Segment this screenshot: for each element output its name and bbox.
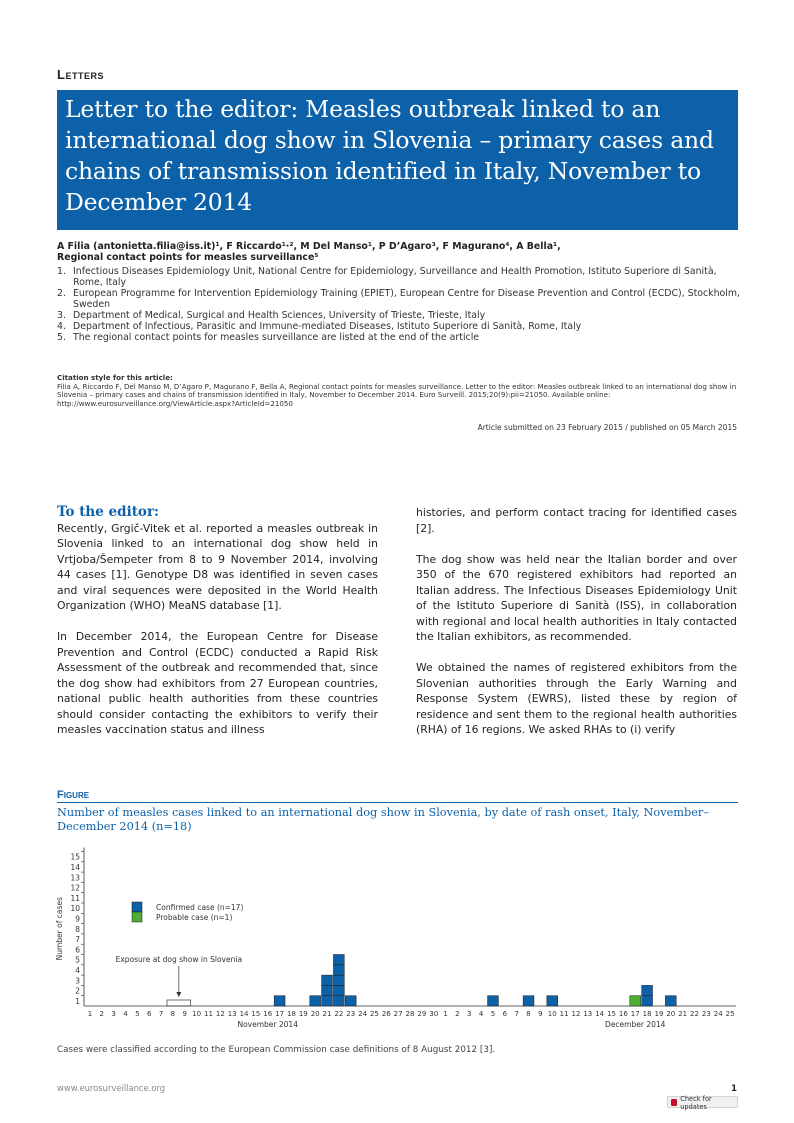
x-tick-label: 2 — [455, 1010, 460, 1018]
y-tick-label: 8 — [75, 924, 80, 934]
body-heading: To the editor: — [57, 504, 160, 520]
x-tick-label: 25 — [725, 1010, 735, 1018]
y-tick-label: 9 — [75, 914, 80, 924]
case-bar — [322, 985, 333, 995]
affiliation-text: European Programme for Intervention Epidemiology Training (EPIET), European Centre for Disease Prevention and Control (ECDC), Stockholm, Sweden — [73, 288, 740, 310]
figure-caption: Number of measles cases linked to an international dog show in Slovenia, by date of rash onset, Italy, November–December 2014 (n=18) — [57, 806, 709, 833]
x-tick-label: 7 — [158, 1010, 164, 1018]
affiliation-number: 1. — [57, 266, 66, 277]
x-tick-label: 21 — [678, 1010, 688, 1018]
x-tick-label: 12 — [215, 1010, 225, 1018]
case-bar — [630, 996, 641, 1006]
x-tick-label: 19 — [298, 1010, 308, 1018]
x-tick-label: 8 — [170, 1010, 176, 1018]
x-tick-label: 28 — [405, 1010, 415, 1018]
x-tick-label: 18 — [286, 1010, 296, 1018]
case-bar — [310, 996, 321, 1006]
y-tick-label: 6 — [75, 945, 80, 955]
affiliation-item — [57, 321, 747, 332]
authors-group: Regional contact points for measles surveillance⁵ — [57, 252, 319, 263]
x-tick-label: 11 — [204, 1010, 213, 1018]
case-bar — [345, 996, 356, 1006]
y-tick-label: 15 — [70, 852, 80, 862]
article-title: Letter to the editor: Measles outbreak linked to an international dog show in Slovenia – primary cases and chains of transmission identified in Italy, November to December 2014 — [65, 95, 714, 216]
epidemic-curve-chart — [52, 846, 742, 1036]
body-paragraph: The dog show was held near the Italian border and over 350 of the 670 registered exhibitors had reported an Italian address. The Infectious Diseases Epidemiology Unit of the Istituto Superiore di Sanità (ISS), in collaboration with regional and local health authorities in Italy contacted the Italian exhibitors, as recommended. — [416, 552, 737, 643]
case-bar — [523, 996, 534, 1006]
affiliation-number: 3. — [57, 310, 66, 321]
section-label: Letters — [57, 67, 104, 82]
chart-svg — [52, 846, 742, 1036]
case-bar — [333, 985, 344, 995]
case-bar — [333, 975, 344, 985]
case-bar — [665, 996, 676, 1006]
body-paragraph: We obtained the names of registered exhibitors from the Slovenian authorities through the Early Warning and Response System (EWRS), listed these by region of residence and sent them to the regional health authorities (RHA) of 16 regions. We asked RHAs to (i) verify — [416, 661, 737, 736]
figure-label: Figure — [57, 789, 738, 803]
case-bar — [274, 996, 285, 1006]
affiliation-item — [57, 332, 747, 343]
x-tick-label: 24 — [713, 1010, 723, 1018]
x-tick-label: 21 — [322, 1010, 332, 1018]
x-tick-label: 14 — [595, 1010, 605, 1018]
x-tick-label: 4 — [478, 1010, 484, 1018]
x-tick-label: 16 — [618, 1010, 628, 1018]
affiliation-text: Infectious Diseases Epidemiology Unit, National Centre for Epidemiology, Surveillance and Health Promotion, Istituto Superiore di Sanità, Rome, Italy — [73, 266, 717, 288]
figure-footnote: Cases were classified according to the European Commission case definitions of 8 August 2012 [3]. — [57, 1045, 496, 1055]
x-tick-label: 20 — [666, 1010, 676, 1018]
annotation-label: Exposure at dog show in Slovenia — [115, 955, 243, 964]
x-tick-label: 10 — [547, 1010, 557, 1018]
month-label: December 2014 — [605, 1020, 666, 1029]
y-tick-label: 1 — [75, 996, 80, 1006]
citation-text: Filia A, Riccardo F, Del Manso M, D’Agaro P, Magurano F, Bella A, Regional contact points for measles surveillance. Letter to the editor: Measles outbreak linked to an international dog show in Slovenia – primary cases and chains of transmission identified in Italy, November to December 2014. Euro Surveill. 2015;20(9):pii=21050. Available online: http://www.eurosurveillance.org/ViewArticle.aspx?ArticleId=21050 — [57, 381, 737, 408]
body-paragraph: In December 2014, the European Centre for Disease Prevention and Control (ECDC) conducted a Rapid Risk Assessment of the outbreak and recommended that, since the dog show had exhibitors from 27 European countries, national public health authorities from these countries should consider contacting the exhibitors to verify their measles vaccination status and illness — [57, 630, 378, 736]
x-tick-label: 23 — [346, 1010, 356, 1018]
body-paragraph: histories, and perform contact tracing for identified cases [2]. — [416, 506, 737, 535]
x-tick-label: 17 — [630, 1010, 640, 1018]
y-tick-label: 7 — [75, 935, 80, 945]
case-bar — [322, 975, 333, 985]
x-tick-label: 6 — [146, 1010, 152, 1018]
x-tick-label: 1 — [87, 1010, 93, 1018]
x-tick-label: 24 — [358, 1010, 368, 1018]
x-tick-label: 18 — [642, 1010, 652, 1018]
affiliation-item — [57, 288, 747, 310]
x-tick-label: 3 — [111, 1010, 116, 1018]
body-column-right — [416, 505, 737, 753]
authors-line: A Filia (antonietta.filia@iss.it)¹, F Riccardo¹·², M Del Manso¹, P D’Agaro³, F Magurano⁴, A Bella¹, — [57, 241, 561, 252]
x-tick-label: 5 — [490, 1010, 496, 1018]
case-bar — [642, 996, 653, 1006]
check-for-updates-badge[interactable] — [667, 1094, 738, 1111]
x-tick-label: 16 — [263, 1010, 273, 1018]
case-bar — [322, 996, 333, 1006]
x-tick-label: 13 — [227, 1010, 237, 1018]
x-tick-label: 22 — [690, 1010, 699, 1018]
affiliation-item — [57, 266, 747, 288]
body-paragraph: Recently, Grgič-Vitek et al. reported a measles outbreak in Slovenia linked to an international dog show held in Vrtjoba/Šempeter from 8 to 9 November 2014, involving 44 cases [1]. Genotype D8 was identified in seven cases and viral sequences were deposited in the World Health Organization (WHO) MeaNS database [1]. — [57, 521, 378, 612]
x-tick-label: 20 — [310, 1010, 320, 1018]
x-tick-label: 22 — [334, 1010, 344, 1018]
y-tick-label: 3 — [75, 976, 80, 986]
article-title-box — [57, 90, 738, 230]
x-tick-label: 6 — [502, 1010, 508, 1018]
x-tick-label: 19 — [654, 1010, 664, 1018]
y-tick-label: 13 — [70, 873, 80, 883]
x-tick-label: 15 — [251, 1010, 261, 1018]
body-column-left — [57, 505, 378, 753]
legend-swatch — [132, 912, 142, 922]
crossmark-icon — [671, 1099, 677, 1106]
x-tick-label: 27 — [393, 1010, 403, 1018]
y-tick-label: 5 — [75, 955, 80, 965]
x-tick-label: 29 — [417, 1010, 427, 1018]
x-tick-label: 11 — [559, 1010, 569, 1018]
y-tick-label: 12 — [70, 883, 80, 893]
citation-block — [57, 374, 738, 408]
x-tick-label: 9 — [538, 1010, 543, 1018]
x-tick-label: 23 — [701, 1010, 711, 1018]
page-number: 1 — [731, 1083, 737, 1093]
x-tick-label: 1 — [443, 1010, 448, 1018]
annotation-arrowhead — [176, 992, 181, 997]
legend-swatch — [132, 902, 142, 912]
case-bar — [333, 955, 344, 965]
x-tick-label: 26 — [381, 1010, 391, 1018]
y-tick-label: 2 — [75, 986, 80, 996]
x-tick-label: 25 — [369, 1010, 379, 1018]
x-tick-label: 15 — [607, 1010, 616, 1018]
x-tick-label: 9 — [182, 1010, 187, 1018]
y-axis-label: Number of cases — [55, 897, 64, 961]
case-bar — [333, 996, 344, 1006]
affiliation-text: Department of Infectious, Parasitic and Immune-mediated Diseases, Istituto Superiore di Sanità, Rome, Italy — [73, 321, 582, 332]
x-tick-label: 5 — [135, 1010, 140, 1018]
case-bar — [333, 965, 344, 975]
x-tick-label: 3 — [467, 1010, 472, 1018]
case-bar — [642, 985, 653, 995]
affiliations-list — [57, 266, 747, 343]
x-tick-label: 14 — [239, 1010, 249, 1018]
submission-dates: Article submitted on 23 February 2015 / published on 05 March 2015 — [477, 423, 737, 432]
legend-label: Confirmed case (n=17) — [156, 903, 244, 912]
y-tick-label: 10 — [70, 904, 80, 914]
affiliation-item — [57, 310, 747, 321]
x-tick-label: 13 — [583, 1010, 593, 1018]
x-tick-label: 17 — [275, 1010, 285, 1018]
x-tick-label: 30 — [429, 1010, 439, 1018]
legend-label: Probable case (n=1) — [156, 913, 233, 922]
footer-site[interactable]: www.eurosurveillance.org — [57, 1083, 166, 1093]
x-tick-label: 8 — [526, 1010, 531, 1018]
y-tick-label: 14 — [70, 862, 80, 872]
y-tick-label: 4 — [75, 965, 80, 975]
affiliation-text: The regional contact points for measles surveillance are listed at the end of the article — [73, 332, 480, 343]
exposure-bracket — [167, 1000, 191, 1006]
x-tick-label: 12 — [571, 1010, 581, 1018]
affiliation-number: 5. — [57, 332, 66, 343]
x-tick-label: 2 — [99, 1010, 105, 1018]
y-tick-label: 11 — [70, 893, 80, 903]
x-tick-label: 7 — [514, 1010, 519, 1018]
case-bar — [488, 996, 499, 1006]
affiliation-text: Department of Medical, Surgical and Health Sciences, University of Trieste, Trieste, Italy — [73, 310, 486, 321]
affiliation-number: 2. — [57, 288, 66, 299]
citation-heading: Citation style for this article: — [57, 373, 173, 382]
case-bar — [547, 996, 558, 1006]
x-tick-label: 4 — [123, 1010, 128, 1018]
badge-label: Check for updates — [680, 1094, 712, 1111]
authors — [57, 241, 747, 263]
month-label: November 2014 — [237, 1020, 298, 1029]
x-tick-label: 10 — [192, 1010, 202, 1018]
affiliation-number: 4. — [57, 321, 66, 332]
